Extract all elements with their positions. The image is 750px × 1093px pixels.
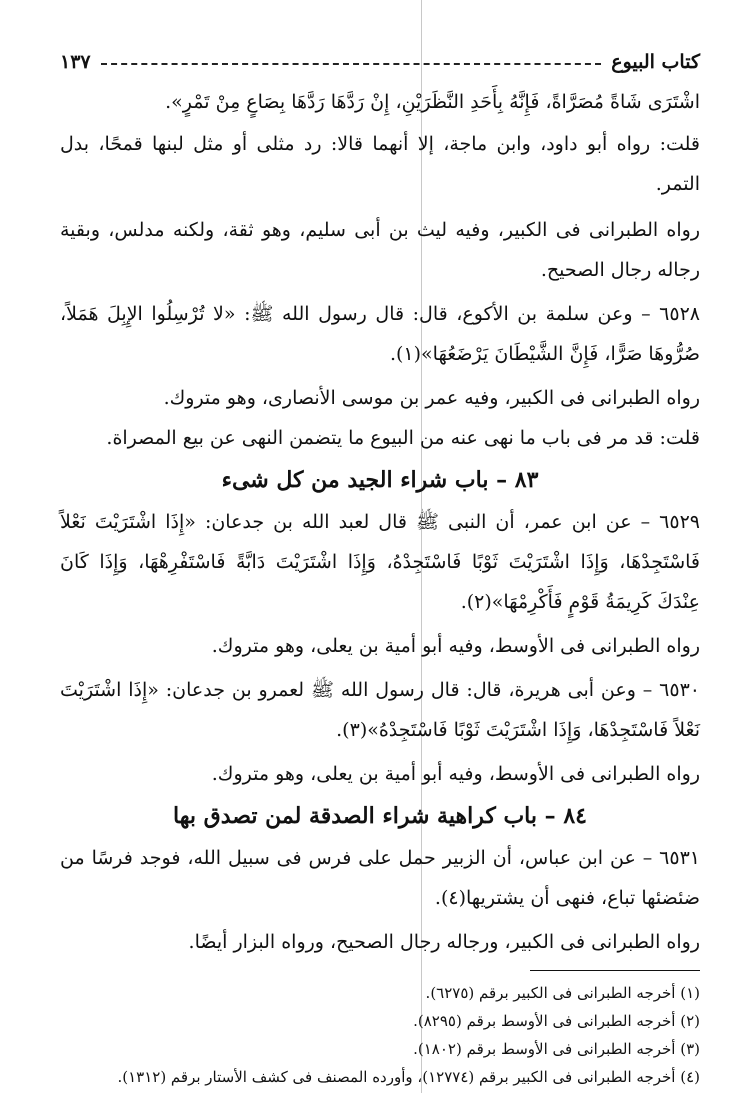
hadith-6528: ٦٥٢٨ – وعن سلمة بن الأكوع، قال: قال رسول الله ﷺ: «لا تُرْسِلُوا الإِبِلَ هَمَلاً، صُرُّوهَا صَرًّا، فَإِنَّ الشَّيْطَانَ يَرْضَعُهَا»(١). — [60, 303, 700, 365]
footnotes — [60, 979, 700, 1091]
hadith-6529: ٦٥٢٩ – عن ابن عمر، أن النبى ﷺ قال لعبد الله بن جدعان: «إِذَا اشْتَرَيْتَ نَعْلاً فَاسْتَجِدْهَا، وَإِذَا اشْتَرَيْتَ ثَوْبًا فَاسْتَجِدْهُ، وَإِذَا اشْتَرَيْتَ دَابَّةً فَاسْتَفْرِهْهَا، وَإِذَا كَانَ عِنْدَكَ كَرِيمَةُ قَوْمٍ فَأَكْرِمْهَا»(٢). — [60, 511, 700, 613]
header-dashed-rule — [101, 63, 602, 65]
paragraph: رواه الطبرانى فى الأوسط، وفيه أبو أمية بن يعلى، وهو متروك. — [211, 635, 700, 657]
paragraph: قلت: رواه أبو داود، وابن ماجة، إلا أنهما قالا: رد مثلى أو مثل لبنها قمحًا، بدل التمر. — [60, 133, 700, 195]
paragraph: رواه الطبرانى فى الكبير، وفيه ليث بن أبى سليم، وهو ثقة، ولكنه مدلس، وبقية رجاله رجال الصحيح. — [60, 219, 700, 281]
paragraph: قلت: قد مر فى باب ما نهى عنه من البيوع ما يتضمن النهى عن بيع المصراة. — [106, 427, 700, 449]
book-title: كتاب البيوع — [611, 51, 700, 73]
hadith-6531: ٦٥٣١ – عن ابن عباس، أن الزبير حمل على فرس فى سبيل الله، فوجد فرسًا من ضئضئها تباع، فنهى أن يشتريها(٤). — [60, 847, 700, 909]
footnote: (٢) أخرجه الطبرانى فى الأوسط برقم (٨٢٩٥). — [413, 1012, 700, 1030]
paragraph: رواه الطبرانى فى الكبير، ورجاله رجال الصحيح، ورواه البزار أيضًا. — [188, 931, 700, 953]
footnote: (٤) أخرجه الطبرانى فى الكبير برقم (١٢٧٧٤)، وأورده المصنف فى كشف الأستار برقم (١٣١٢). — [117, 1068, 700, 1086]
paragraph: اشْتَرَى شَاةً مُصَرَّاةً، فَإِنَّهُ بِأَحَدِ النَّظَرَيْنِ، إِنْ رَدَّهَا رَدَّهَا بِصَاعٍ مِنْ تَمْرٍ». — [165, 91, 700, 113]
hadith-6530: ٦٥٣٠ – وعن أبى هريرة، قال: قال رسول الله ﷺ لعمرو بن جدعان: «إِذَا اشْتَرَيْتَ نَعْلاً فَاسْتَجِدْهَا، وَإِذَا اشْتَرَيْتَ ثَوْبًا فَاسْتَجِدْهُ»(٣). — [60, 679, 700, 741]
footnote: (١) أخرجه الطبرانى فى الكبير برقم (٦٢٧٥). — [425, 984, 700, 1002]
footnote: (٣) أخرجه الطبرانى فى الأوسط برقم (١٨٠٢). — [413, 1040, 700, 1058]
paragraph: رواه الطبرانى فى الأوسط، وفيه أبو أمية بن يعلى، وهو متروك. — [211, 763, 700, 785]
page-number: ١٣٧ — [60, 51, 91, 73]
book-page — [60, 42, 700, 1091]
chapter-heading-84: ٨٤ – باب كراهية شراء الصدقة لمن تصدق بها — [173, 803, 587, 829]
chapter-heading-83: ٨٣ – باب شراء الجيد من كل شىء — [221, 467, 539, 493]
paragraph: رواه الطبرانى فى الكبير، وفيه عمر بن موسى الأنصارى، وهو متروك. — [163, 387, 700, 409]
page-header — [60, 42, 700, 82]
footnote-separator — [530, 970, 700, 971]
